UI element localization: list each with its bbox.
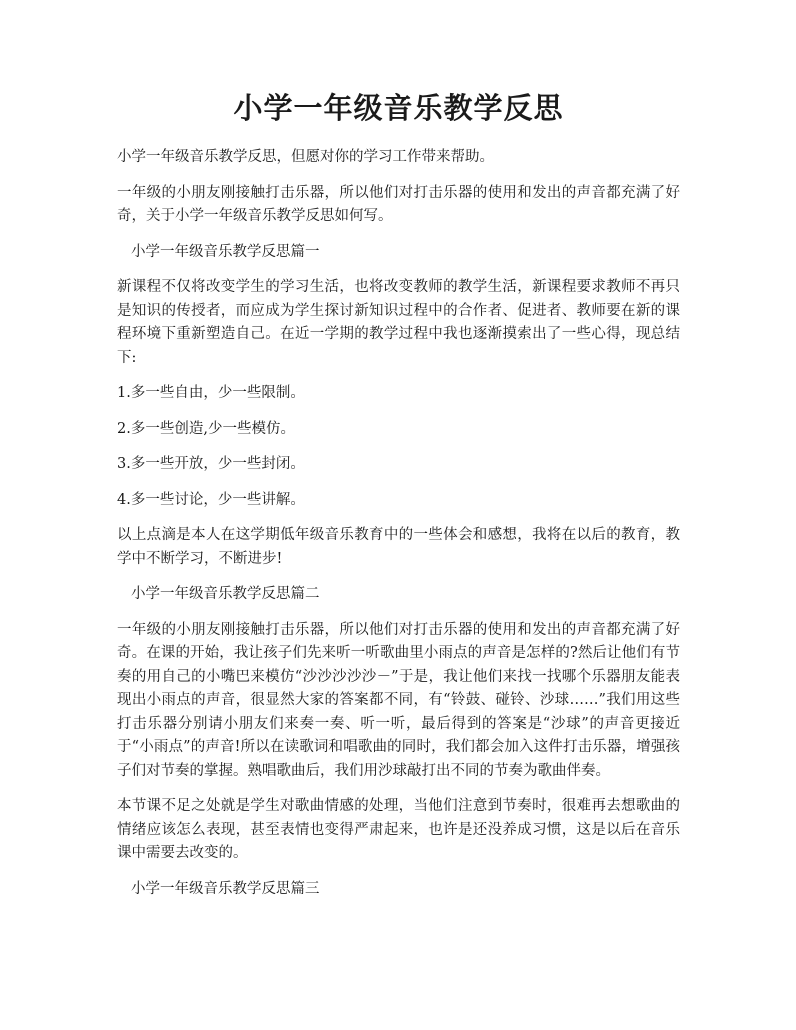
section-1-heading: 小学一年级音乐教学反思篇一	[131, 243, 320, 260]
list-item: 4.多一些讨论，少一些讲解。	[117, 491, 305, 508]
document-title: 小学一年级音乐教学反思	[233, 91, 564, 125]
section-2-reflection: 本节课不足之处就是学生对歌曲情感的处理，当他们注意到节奏时，很难再去想歌曲的情绪应该怎么表现，甚至表情也变得严肃起来，也许是还没养成习惯，这是以后在音乐课中需要去改变的。	[117, 798, 680, 861]
section-3-heading: 小学一年级音乐教学反思篇三	[131, 880, 320, 897]
list-item: 2.多一些创造,少一些模仿。	[117, 420, 295, 437]
intro-paragraph-2: 一年级的小朋友刚接触打击乐器，所以他们对打击乐器的使用和发出的声音都充满了好奇，关于小学一年级音乐教学反思如何写。	[117, 184, 680, 224]
section-2-paragraph: 一年级的小朋友刚接触打击乐器，所以他们对打击乐器的使用和发出的声音都充满了好奇。在课的开始，我让孩子们先来听一听歌曲里小雨点的声音是怎样的?然后让他们有节奏的用自己的小嘴巴来模仿“沙沙沙沙沙－”于是，我让他们来找一找哪个乐器朋友能表现出小雨点的声音，很显然大家的答案都不同，有“铃鼓、碰铃、沙球……”我们用这些打击乐器分别请小朋友们来奏一奏、听一听，最后得到的答案是“沙球”的声音更接近于“小雨点”的声音!所以在读歌词和唱歌曲的同时，我们都会加入这件打击乐器，增强孩子们对节奏的掌握。熟唱歌曲后，我们用沙球敲打出不同的节奏为歌曲伴奏。	[117, 621, 680, 779]
document-page	[117, 88, 680, 913]
section-1-conclusion: 以上点滴是本人在这学期低年级音乐教育中的一些体会和感想，我将在以后的教育，教学中不断学习，不断进步!	[117, 527, 680, 567]
section-2-heading: 小学一年级音乐教学反思篇二	[131, 586, 320, 602]
section-1-paragraph: 新课程不仅将改变学生的学习生活，也将改变教师的教学生活，新课程要求教师不再只是知识的传授者，而应成为学生探讨新知识过程中的合作者、促进者、教师要在新的课程环境下重新塑造自己。在近一学期的教学过程中我也逐渐摸索出了一些心得，现总结下:	[117, 279, 680, 366]
intro-paragraph: 小学一年级音乐教学反思，但愿对你的学习工作带来帮助。	[117, 149, 494, 165]
list-item: 1.多一些自由，少一些限制。	[117, 385, 305, 401]
list-item: 3.多一些开放，少一些封闭。	[117, 456, 305, 472]
